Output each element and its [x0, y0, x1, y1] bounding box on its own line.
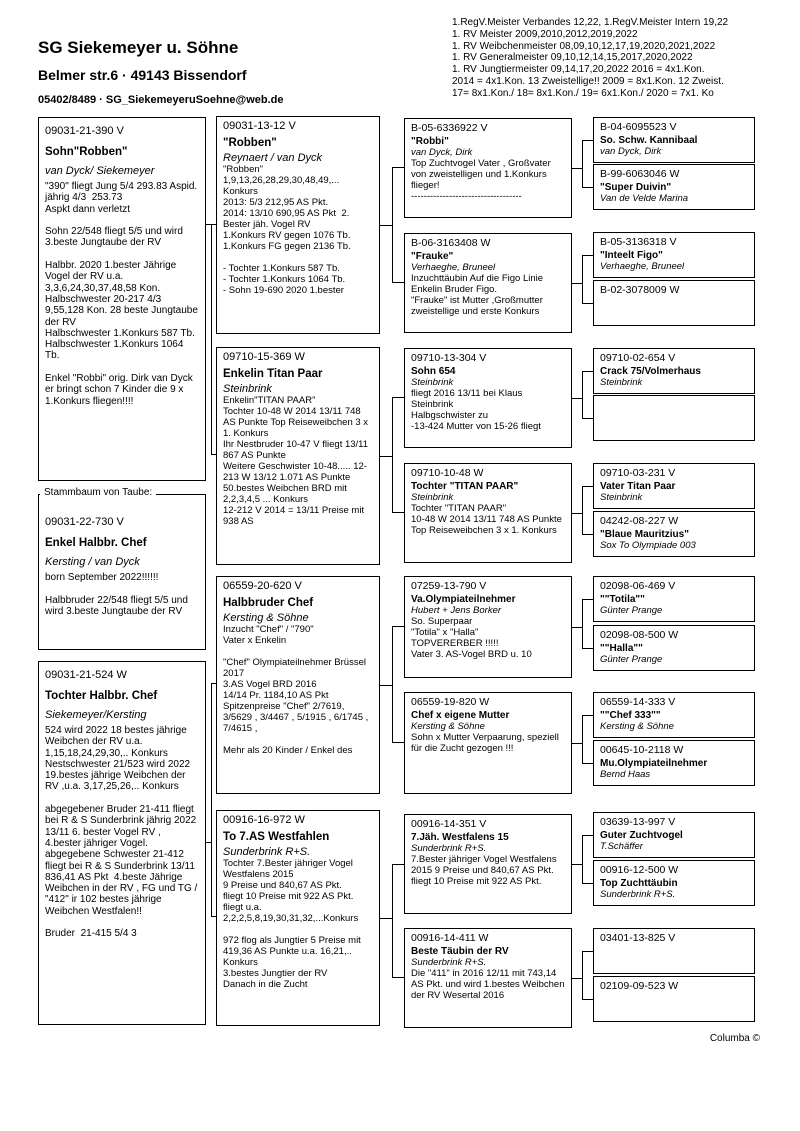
pigeon-breeder: Bernd Haas	[600, 769, 651, 780]
pigeon-name: Sohn 654	[411, 366, 456, 377]
pigeon-name: "Frauke"	[411, 251, 454, 262]
connector-line	[582, 763, 593, 764]
connector-line	[392, 512, 404, 513]
pigeon-breeder: Van de Velde Marina	[600, 193, 689, 204]
pigeon-breeder: Verhaeghe, Bruneel	[411, 262, 496, 273]
ring-number: 00916-14-351 V	[411, 818, 487, 830]
pigeon-box-gen4	[593, 511, 755, 557]
pigeon-box-gen4	[593, 280, 755, 326]
connector-line	[211, 916, 216, 917]
ring-number: 09710-13-304 V	[411, 352, 487, 364]
pigeon-box-gen4	[593, 928, 755, 974]
ring-number: 03401-13-825 V	[600, 932, 676, 944]
connector-line	[582, 951, 583, 999]
title-line: 1. RV Weibchenmeister 08,09,10,12,17,19,2020,2021,2022	[452, 40, 716, 52]
ring-number: 09710-03-231 V	[600, 467, 676, 479]
connector-line	[582, 371, 583, 418]
pigeon-box-gen3	[404, 118, 572, 218]
pigeon-info: Inzuchttäubin Auf die Figo Linie Enkelin Bruder Figo. "Frauke" ist Mutter ,Großmutter zweistellige und erste Konkurs	[411, 273, 544, 317]
pigeon-box-gen2	[216, 116, 380, 334]
pigeon-info: Enkelin"TITAN PAAR" Tochter 10-48 W 2014 13/11 748 AS Punkte Top Reiseweibchen 3 x 1. Konkurs Ihr Nestbruder 10-47 V fliegt 13/11 867 AS Punkte Weitere Geschwister 10-48..... 12-213 W 13/12 1.071 AS Punkte 50.bestes Weibchen BRD mit 2,2,3,4,5 ... Konkurs 12-212 V 2014 = 13/11 Preise mit 938 AS	[223, 395, 369, 527]
ring-number: 06559-14-333 V	[600, 696, 676, 708]
pigeon-breeder: Verhaeghe, Bruneel	[600, 261, 685, 272]
ring-number: 09031-13-12 V	[223, 120, 296, 132]
connector-line	[392, 397, 393, 512]
connector-line	[582, 255, 593, 256]
ring-number: 00916-12-500 W	[600, 864, 679, 876]
connector-line	[392, 864, 393, 977]
ring-number: 09710-10-48 W	[411, 467, 484, 479]
ring-number: 06559-19-820 W	[411, 696, 490, 708]
pigeon-breeder: Steinbrink	[600, 492, 643, 503]
pigeon-name: "Super Duivin"	[600, 182, 672, 193]
pigeon-breeder: Kersting & Söhne	[600, 721, 674, 732]
pigeon-name: Tochter Halbbr. Chef	[45, 690, 158, 702]
pigeon-info: 7.Bester jähriger Vogel Westfalens 2015 9 Preise und 840,67 AS Pkt. fliegt 10 Preise mit 922 AS Pkt.	[411, 854, 557, 887]
title-line: 1. RV Generalmeister 09,10,12,14,15,2017,2020,2022	[452, 52, 693, 64]
pigeon-name: Tochter "TITAN PAAR"	[411, 481, 519, 492]
pigeon-box-gen2	[216, 347, 380, 565]
connector-line	[392, 626, 393, 742]
pigeon-name: Enkel Halbbr. Chef	[45, 537, 147, 549]
title-line: 2014 = 4x1.Kon. 13 Zweistellige!! 2009 = 8x1.Kon. 12 Zweist.	[452, 75, 724, 87]
pigeon-name: Guter Zuchtvogel	[600, 830, 683, 841]
pigeon-breeder: Sox To Olympiade 003	[600, 540, 696, 551]
connector-line	[572, 398, 582, 399]
pigeon-name: Sohn"Robben"	[45, 146, 128, 158]
ring-number: B-04-6095523 V	[600, 121, 677, 133]
pigeon-info: "390" fliegt Jung 5/4 293.83 Aspid. jährig 4/3 253.73 Aspkt dann verletzt Sohn 22/548 fliegt 5/5 und wird 3.beste Jungtaube der RV Halbbr. 2020 1.bester Jährige Vogel der RV u.a. 3,3,6,24,30,37,48,58 Kon. Halbschwester 20-217 4/3 9,55,128 Kon. 28 beste Jungtaube der RV Halbschwester 1.Konkurs 587 Tb. Halbschwester 1.Konkurs 1064 Tb. Enkel "Robbi" orig. Dirk van Dyck er bringt schon 7 Kinder die 9 x 1.Konkurs fliegen!!!!	[45, 181, 198, 407]
ring-number: 00916-14-411 W	[411, 932, 489, 944]
ring-number: 06559-20-620 V	[223, 580, 302, 592]
connector-line	[582, 883, 593, 884]
pigeon-breeder: T.Schäffer	[600, 841, 643, 852]
pigeon-box-gen3	[404, 814, 572, 914]
connector-line	[582, 303, 593, 304]
pigeon-name: "Inteelt Figo"	[600, 250, 663, 261]
ring-number: 03639-13-997 V	[600, 816, 676, 828]
pigeon-name: Va.Olympiateilnehmer	[411, 594, 516, 605]
pigeon-name: Halbbruder Chef	[223, 597, 314, 609]
ring-number: B-05-3136318 V	[600, 236, 677, 248]
pigeon-info: fliegt 2016 13/11 bei Klaus Steinbrink Halbgschwister zu -13-424 Mutter von 15-26 fliegt	[411, 388, 541, 432]
connector-line	[572, 743, 582, 744]
pigeon-name: ""Chef 333""	[600, 710, 661, 721]
pigeon-breeder: Reynaert / van Dyck	[223, 152, 323, 164]
pigeon-name: Chef x eigene Mutter	[411, 710, 510, 721]
ring-number: 00645-10-2118 W	[600, 744, 684, 756]
connector-line	[582, 715, 593, 716]
pigeon-info: Tochter 7.Bester jähriger Vogel Westfalens 2015 9 Preise und 840,67 AS Pkt. fliegt 10 Preise mit 922 AS Pkt. fliegt u.a. 2,2,2,5,8,19,30,31,32,...Konkurs 972 flog als Jungtier 5 Preise mit 419,36 AS Punkte u.a. 16,21,.. Konkurs 3.bestes Jungtier der RV Danach in die Zucht	[223, 858, 361, 990]
ring-number: 09710-02-654 V	[600, 352, 676, 364]
ring-number: B-06-3163408 W	[411, 237, 491, 249]
connector-line	[572, 978, 582, 979]
connector-line	[572, 864, 582, 865]
pigeon-breeder: Kersting & Söhne	[411, 721, 485, 732]
pigeon-breeder: Kersting & Söhne	[223, 612, 309, 624]
pigeon-box-gen4	[593, 692, 755, 738]
connector-line	[392, 977, 404, 978]
connector-line	[392, 864, 404, 865]
breeder-title: SG Siekemeyer u. Söhne	[38, 38, 239, 57]
connector-line	[392, 742, 404, 743]
pigeon-breeder: Kersting / van Dyck	[45, 556, 140, 568]
connector-line	[582, 835, 593, 836]
connector-line	[380, 456, 392, 457]
pigeon-box-gen1	[38, 117, 206, 481]
ring-number: B-02-3078009 W	[600, 284, 680, 296]
pigeon-name: Beste Täubin der RV	[411, 946, 509, 957]
pigeon-name: "Robben"	[223, 137, 277, 149]
footer-credit: Columba ©	[709, 1033, 760, 1044]
pigeon-box-gen4	[593, 348, 755, 394]
pigeon-breeder: Steinbrink	[411, 492, 454, 503]
connector-line	[211, 454, 216, 455]
title-line: 1.RegV.Meister Verbandes 12,22, 1.RegV.Meister Intern 19,22	[452, 17, 729, 28]
connector-line	[582, 835, 583, 883]
pigeon-box-gen4	[593, 625, 755, 671]
pigeon-box-gen4	[593, 860, 755, 906]
connector-line	[392, 397, 404, 398]
pigeon-box-gen4	[593, 576, 755, 622]
pigeon-box-gen3	[404, 576, 572, 678]
pigeon-breeder: Steinbrink	[411, 377, 454, 388]
pigeon-name: Crack 75/Volmerhaus	[600, 366, 701, 377]
ring-number: 09710-15-369 W	[223, 351, 305, 363]
pigeon-name: Mu.Olympiateilnehmer	[600, 758, 708, 769]
pigeon-name: 7.Jäh. Westfalens 15	[411, 832, 509, 843]
pigeon-box-gen4	[593, 164, 755, 210]
title-line: 1. RV Meister 2009,2010,2012,2019,2022	[452, 28, 638, 40]
pigeon-box-gen3	[404, 463, 572, 563]
pigeon-name: Vater Titan Paar	[600, 481, 676, 492]
connector-line	[582, 534, 593, 535]
title-line: 17= 8x1.Kon./ 18= 8x1.Kon./ 19= 6x1.Kon./ 2020 = 7x1. Ko	[452, 87, 714, 99]
title-line: 1. RV Jungtiermeister 09,14,17,20,2022 2016 = 4x1.Kon.	[452, 64, 705, 76]
pigeon-breeder: Siekemeyer/Kersting	[45, 709, 147, 721]
pigeon-breeder: van Dyck/ Siekemeyer	[45, 165, 155, 177]
ring-number: 00916-16-972 W	[223, 814, 305, 826]
pigeon-box-gen3	[404, 348, 572, 448]
ring-number: 02109-09-523 W	[600, 980, 679, 992]
pigeon-box-gen2	[216, 810, 380, 1026]
pigeon-info: Inzucht "Chef" / "790" Vater x Enkelin "Chef" Olympiateilnehmer Brüssel 2017 3.AS Vogel BRD 2016 14/14 Pr. 1184,10 AS Pkt Spitzenpreise "Chef" 2/7619, 3/5629 , 3/4467 , 5/1915 , 6/1745 , 7/4615 , Mehr als 20 Kinder / Enkel des	[223, 624, 369, 756]
pigeon-box-gen4	[593, 395, 755, 441]
connector-line	[582, 187, 593, 188]
pigeon-breeder: Steinbrink	[600, 377, 643, 388]
connector-line	[582, 140, 593, 141]
connector-line	[380, 685, 392, 686]
connector-line	[582, 140, 583, 187]
pigeon-info: So. Superpaar "Totila" x "Halla" TOPVERERBER !!!!! Vater 3. AS-Vogel BRD u. 10	[411, 616, 532, 660]
breeder-contact: 05402/8489 · SG_SiekemeyeruSoehne@web.de	[38, 94, 284, 106]
pigeon-info: Die "411" in 2016 12/11 mit 743,14 AS Pkt. und wird 1.bestes Weibchen der RV Wesertal 2016	[411, 968, 568, 1001]
pigeon-box-gen3	[404, 928, 572, 1028]
pigeon-name: "Robbi"	[411, 136, 449, 147]
connector-line	[582, 255, 583, 303]
connector-line	[380, 225, 392, 226]
connector-line	[380, 918, 392, 919]
ring-number: 09031-21-524 W	[45, 669, 127, 681]
pigeon-breeder: Sunderbrink R+S.	[223, 846, 311, 858]
pigeon-name: To 7.AS Westfahlen	[223, 831, 330, 843]
connector-line	[392, 282, 404, 283]
breeder-address: Belmer str.6 · 49143 Bissendorf	[38, 67, 247, 83]
pigeon-box-gen3	[404, 692, 572, 794]
connector-line	[392, 167, 404, 168]
connector-line	[582, 371, 593, 372]
connector-line	[582, 599, 583, 648]
ring-number: 09031-22-730 V	[45, 516, 124, 528]
connector-line	[572, 283, 582, 284]
ring-number: 02098-08-500 W	[600, 629, 679, 641]
connector-line	[582, 951, 593, 952]
pigeon-breeder: Günter Prange	[600, 605, 663, 616]
ring-number: 02098-06-469 V	[600, 580, 676, 592]
connector-line	[392, 167, 393, 282]
connector-line	[211, 683, 216, 684]
connector-line	[392, 626, 404, 627]
connector-line	[211, 224, 216, 225]
pigeon-breeder: Steinbrink	[223, 383, 272, 395]
pigeon-breeder: Hubert + Jens Borker	[411, 605, 502, 616]
pigeon-box-gen4	[593, 812, 755, 858]
connector-line	[582, 486, 593, 487]
pigeon-box-subject	[38, 494, 206, 650]
pigeon-breeder: Günter Prange	[600, 654, 663, 665]
pigeon-info: Top Zuchtvogel Vater , Großvater von zweistelligen und 1.Konkurs flieger! -----------------------------------	[411, 158, 551, 202]
championship-titles	[452, 17, 728, 100]
pigeon-info: Tochter "TITAN PAAR" 10-48 W 2014 13/11 748 AS Punkte Top Reiseweibchen 3 x 1. Konkurs	[411, 503, 562, 536]
connector-line	[582, 486, 583, 534]
connector-line	[211, 683, 212, 916]
connector-line	[582, 599, 593, 600]
pigeon-box-gen4	[593, 232, 755, 278]
pigeon-box-gen4	[593, 976, 755, 1022]
pigeon-box-gen4	[593, 117, 755, 163]
ring-number: B-99-6063046 W	[600, 168, 680, 180]
ring-number: B-05-6336922 V	[411, 122, 488, 134]
ring-number: 04242-08-227 W	[600, 515, 679, 527]
pigeon-name: ""Halla""	[600, 643, 643, 654]
pigeon-breeder: Sunderbrink R+S.	[411, 957, 487, 968]
pigeon-info: born September 2022!!!!!! Halbbruder 22/548 fliegt 5/5 und wird 3.beste Jungtaube der RV	[45, 572, 188, 617]
pigeon-box-gen4	[593, 463, 755, 509]
pigeon-name: So. Schw. Kannibaal	[600, 135, 698, 146]
stammbaum-label: Stammbaum von Taube:	[40, 487, 156, 498]
pigeon-name: ""Totila""	[600, 594, 645, 605]
ring-number: 07259-13-790 V	[411, 580, 487, 592]
pigeon-box-gen2	[216, 576, 380, 794]
pigeon-name: Enkelin Titan Paar	[223, 368, 323, 380]
pigeon-box-gen4	[593, 740, 755, 786]
pigeon-name: Top Zuchttäubin	[600, 878, 678, 889]
pigeon-info: 524 wird 2022 18 bestes jährige Weibchen der RV u.a. 1,15,18,24,29,30,.. Konkurs Nestschwester 21/523 wird 2022 19.bestes jährige Weibchen der RV ,u.a. 3,17,25,26,.. Konkurs abgegebener Bruder 21-411 fliegt bei R & S Sunderbrink jährig 2022 13/11 6. bester Vogel RV , 4.bester jähriger Vogel. abgegebene Schwester 21-412 fliegt bei R & S Sunderbrink 13/11 836,41 AS Pkt 4.beste Jährige Weibchen in der RV , FG und TG / "412" ir 102 bestes jährige Weibchen Westfalen!! Bruder 21-415 5/4 3	[45, 725, 198, 940]
pigeon-info: "Robben" 1,9,13,26,28,29,30,48,49,... Konkurs 2013: 5/3 212,95 AS Pkt. 2014: 13/10 690,95 AS Pkt 2. Bester jäh. Vogel RV 1.Konkurs RV gegen 1076 Tb. 1.Konkurs FG gegen 2136 Tb. - Tochter 1.Konkurs 587 Tb. - Tochter 1.Konkurs 1064 Tb. - Sohn 19-690 2020 1.bester	[223, 164, 351, 296]
pigeon-box-gen1	[38, 661, 206, 1025]
connector-line	[582, 648, 593, 649]
pigeon-breeder: Sunderbrink R+S.	[411, 843, 487, 854]
connector-line	[572, 513, 582, 514]
ring-number: 09031-21-390 V	[45, 125, 124, 137]
pigeon-info: Sohn x Mutter Verpaarung, speziell für die Zucht gezogen !!!	[411, 732, 562, 754]
connector-line	[211, 224, 212, 454]
pigeon-breeder: Sunderbrink R+S.	[600, 889, 676, 900]
connector-line	[582, 418, 593, 419]
connector-line	[572, 627, 582, 628]
pigeon-name: "Blaue Mauritzius"	[600, 529, 689, 540]
connector-line	[572, 168, 582, 169]
connector-line	[582, 715, 583, 763]
pigeon-box-gen3	[404, 233, 572, 333]
pigeon-breeder: van Dyck, Dirk	[411, 147, 473, 158]
connector-line	[582, 999, 593, 1000]
pigeon-breeder: van Dyck, Dirk	[600, 146, 662, 157]
